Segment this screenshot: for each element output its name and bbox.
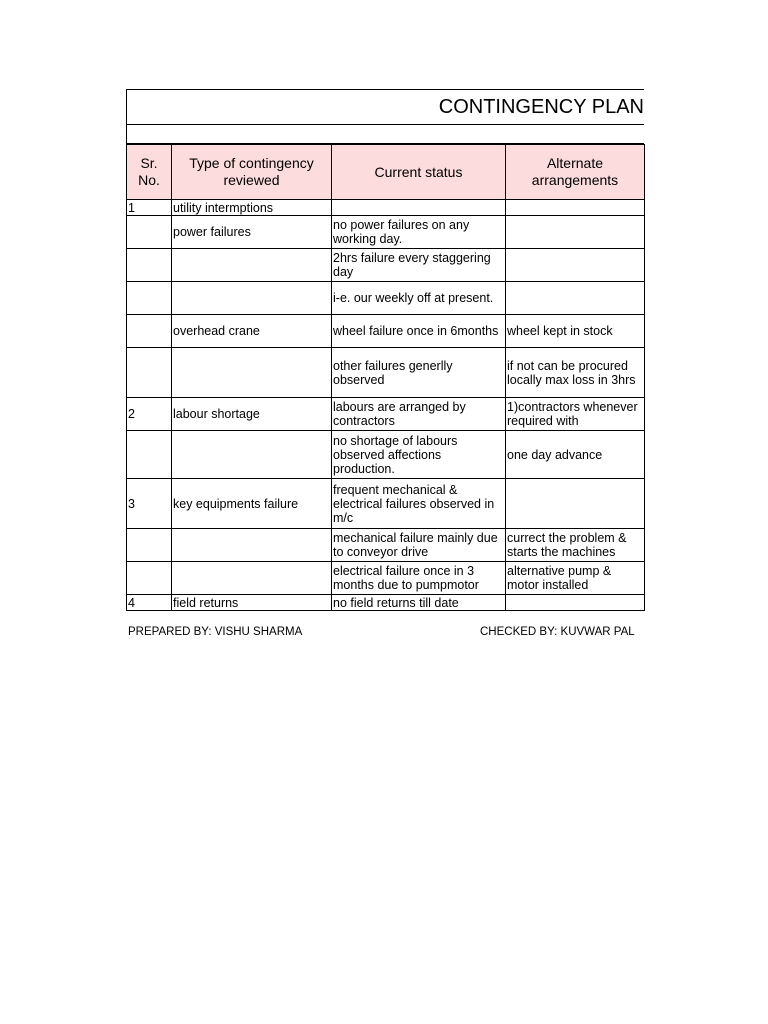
header-type: Type of contingency reviewed (172, 145, 332, 200)
cell-status: frequent mechanical & electrical failures observed in m/c (332, 479, 506, 529)
spacer-row (126, 125, 644, 144)
header-row (127, 145, 645, 200)
cell-sr (127, 431, 172, 479)
cell-alt: if not can be procured locally max loss in 3hrs (506, 348, 645, 398)
cell-alt (506, 479, 645, 529)
cell-sr: 4 (127, 595, 172, 611)
table-row (127, 200, 645, 216)
header-status: Current status (332, 145, 506, 200)
cell-sr: 3 (127, 479, 172, 529)
cell-type (172, 431, 332, 479)
cell-status: no shortage of labours observed affections production. (332, 431, 506, 479)
cell-type (172, 562, 332, 595)
cell-status: no power failures on any working day. (332, 216, 506, 249)
page-title: CONTINGENCY PLAN (438, 96, 644, 118)
cell-type: field returns (172, 595, 332, 611)
cell-status: wheel failure once in 6months (332, 315, 506, 348)
header-sr-no: Sr. No. (127, 145, 172, 200)
cell-sr (127, 562, 172, 595)
cell-status: other failures generlly observed (332, 348, 506, 398)
cell-type (172, 249, 332, 282)
cell-alt: alternative pump & motor installed (506, 562, 645, 595)
cell-alt: currect the problem & starts the machines (506, 529, 645, 562)
cell-status: mechanical failure mainly due to conveyor drive (332, 529, 506, 562)
cell-alt: 1)contractors whenever required with (506, 398, 645, 431)
cell-status: 2hrs failure every staggering day (332, 249, 506, 282)
cell-alt (506, 216, 645, 249)
contingency-table (126, 144, 645, 611)
cell-type: overhead crane (172, 315, 332, 348)
cell-sr (127, 249, 172, 282)
cell-sr (127, 529, 172, 562)
table-row (127, 315, 645, 348)
table-row (127, 216, 645, 249)
table-row (127, 348, 645, 398)
cell-status (332, 200, 506, 216)
title-row (126, 89, 644, 125)
cell-type (172, 348, 332, 398)
header-alternate: Alternate arrangements (506, 145, 645, 200)
cell-alt: one day advance (506, 431, 645, 479)
cell-sr (127, 216, 172, 249)
cell-status: labours are arranged by contractors (332, 398, 506, 431)
prepared-by: PREPARED BY: VISHU SHARMA (128, 626, 303, 638)
cell-type: labour shortage (172, 398, 332, 431)
table-row (127, 479, 645, 529)
table-row (127, 249, 645, 282)
table-row (127, 431, 645, 479)
table-row (127, 282, 645, 315)
cell-sr (127, 348, 172, 398)
table-row (127, 562, 645, 595)
cell-type (172, 529, 332, 562)
cell-type: key equipments failure (172, 479, 332, 529)
sheet (126, 89, 644, 611)
cell-type (172, 282, 332, 315)
cell-status: i-e. our weekly off at present. (332, 282, 506, 315)
cell-status: no field returns till date (332, 595, 506, 611)
table-row (127, 529, 645, 562)
cell-sr: 2 (127, 398, 172, 431)
table-row (127, 595, 645, 611)
cell-status: electrical failure once in 3 months due to pumpmotor (332, 562, 506, 595)
cell-type: power failures (172, 216, 332, 249)
cell-alt (506, 595, 645, 611)
table-row (127, 398, 645, 431)
cell-type: utility intermptions (172, 200, 332, 216)
cell-alt (506, 282, 645, 315)
cell-sr: 1 (127, 200, 172, 216)
cell-alt: wheel kept in stock (506, 315, 645, 348)
cell-sr (127, 315, 172, 348)
cell-sr (127, 282, 172, 315)
cell-alt (506, 200, 645, 216)
cell-alt (506, 249, 645, 282)
checked-by: CHECKED BY: KUVWAR PAL (480, 626, 635, 638)
